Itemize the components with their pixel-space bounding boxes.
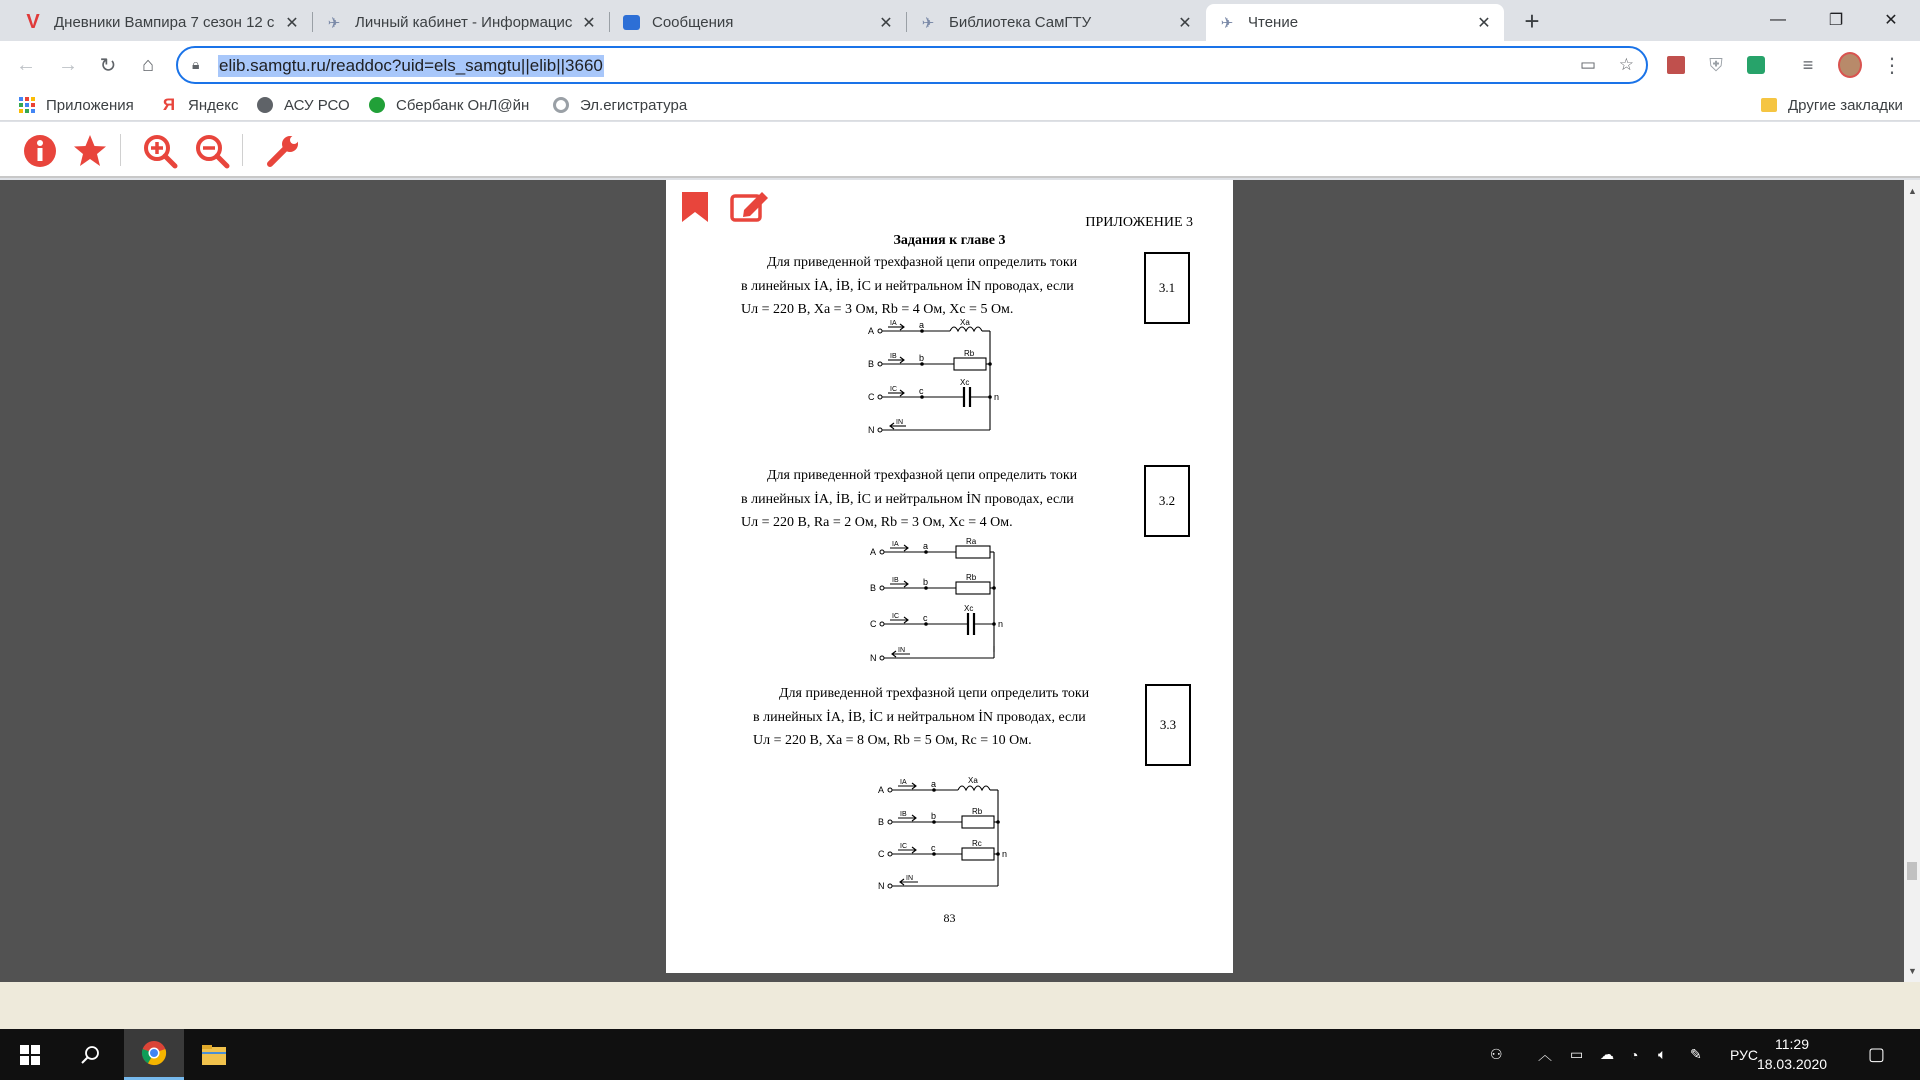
new-tab-button[interactable]: + (1524, 6, 1540, 36)
people-icon[interactable]: ⚇ (1490, 1046, 1503, 1062)
chat-icon (622, 14, 640, 32)
avatar[interactable] (1838, 53, 1862, 77)
task-line: Для приведенной трехфазной цепи определить токи (779, 686, 1090, 701)
chrome-icon (141, 1040, 167, 1066)
node-label: n (1002, 849, 1008, 859)
bookmark-other[interactable] (1760, 95, 1903, 115)
tab-title: Личный кабинет - Информацис (355, 14, 573, 31)
neutral-line-3-2 (870, 646, 1030, 670)
node-label: N (868, 425, 875, 435)
toolbar-separator (242, 134, 243, 166)
scroll-thumb[interactable] (1907, 862, 1917, 880)
info-icon (23, 134, 57, 168)
node-label: C (870, 619, 877, 629)
scroll-up-icon[interactable]: ▲ (1908, 186, 1917, 196)
impedance-label: Xa (968, 776, 978, 785)
media-control-icon[interactable]: ≡ (1802, 54, 1814, 75)
tab-strip (0, 0, 1920, 41)
taskbar-chrome[interactable] (124, 1029, 184, 1080)
task-line: в линейных İA, İB, İC и нейтральном İN проводах, если (741, 278, 1074, 294)
show-hidden-icons-button[interactable]: ︿ (1538, 1046, 1552, 1063)
settings-button[interactable] (264, 132, 302, 170)
current-label: IA (890, 320, 897, 327)
star-icon (72, 134, 108, 168)
impedance-label: Rb (966, 573, 977, 582)
node-label: n (994, 392, 1000, 402)
current-label: IB (892, 577, 899, 584)
circuit-diagram-3-1 (868, 320, 1028, 420)
current-label: IC (892, 613, 899, 620)
circuit-diagram-3-2 (870, 537, 1030, 652)
task-3-1-text (741, 251, 1141, 322)
appendix-heading: ПРИЛОЖЕНИЕ 3 (1085, 215, 1193, 230)
node-label: b (923, 577, 929, 587)
current-label: IB (890, 353, 897, 360)
node-label: a (923, 541, 929, 551)
node-label: b (919, 353, 925, 363)
forward-button[interactable]: → (58, 53, 78, 76)
close-icon[interactable]: ✕ (1178, 14, 1192, 32)
task-line: Uл = 220 В, Xa = 3 Ом, Rb = 4 Ом, Xc = 5 Ом. (741, 302, 1014, 317)
zoom-in-icon (142, 133, 178, 169)
task-line: Для приведенной трехфазной цепи определить токи (767, 255, 1078, 270)
node-label: C (878, 849, 885, 859)
toolbar-separator (120, 134, 121, 166)
close-icon[interactable]: ✕ (285, 14, 299, 32)
impedance-label: Xc (964, 604, 974, 613)
close-icon[interactable]: ✕ (879, 14, 893, 32)
task-number-box: 3.1 (1144, 252, 1190, 324)
bookmark-label: Эл.егистратура (580, 96, 688, 114)
task-line: Для приведенной трехфазной цепи определить токи (767, 468, 1078, 483)
tab-vampire-diaries[interactable] (12, 4, 312, 41)
task-line: в линейных İA, İB, İC и нейтральном İN проводах, если (741, 491, 1074, 507)
page-number: 83 (943, 911, 956, 925)
pdf-extension-icon[interactable] (1664, 53, 1688, 77)
task-3-2-text (741, 464, 1141, 535)
translate-extension-icon[interactable] (1744, 53, 1768, 77)
back-button[interactable]: ← (16, 53, 36, 76)
url-text[interactable]: elib.samgtu.ru/readdoc?uid=els_samgtu||elib||3660 (219, 56, 603, 75)
yandex-icon: Я (162, 95, 176, 114)
bookmark-label: Сбербанк ОнЛ@йн (396, 96, 530, 114)
current-label: IN (896, 419, 903, 426)
star-bookmark-icon[interactable]: ☆ (1618, 55, 1634, 74)
start-button[interactable] (0, 1029, 60, 1080)
wrench-icon (265, 133, 301, 169)
node-label: c (931, 843, 936, 853)
favorite-button[interactable] (71, 132, 109, 170)
impedance-label: Xa (960, 318, 970, 327)
folder-icon (1760, 96, 1778, 114)
zoom-in-button[interactable] (141, 132, 179, 170)
info-button[interactable] (21, 132, 59, 170)
node-label: a (919, 320, 925, 330)
cast-icon[interactable]: ▭ (1579, 55, 1596, 74)
address-bar[interactable] (176, 46, 1648, 84)
impedance-label: Ra (966, 537, 977, 546)
close-icon[interactable]: ✕ (582, 14, 596, 32)
page-footer-area (0, 982, 1920, 1029)
clock-time: 11:29 (1775, 1036, 1809, 1052)
node-label: A (870, 547, 877, 557)
bookmark-icon[interactable] (680, 190, 710, 224)
registry-icon (552, 96, 570, 114)
home-button[interactable]: ⌂ (141, 53, 155, 76)
node-label: B (870, 583, 877, 593)
circuit-diagram-3-3 (878, 774, 1038, 894)
apps-grid-icon (18, 96, 36, 114)
current-label: IN (906, 875, 913, 882)
impedance-label: Rb (972, 807, 983, 816)
zoom-out-button[interactable] (193, 132, 231, 170)
globe-icon (256, 96, 274, 114)
node-label: B (868, 359, 875, 369)
zoom-out-icon (194, 133, 230, 169)
bookmark-asu-rso[interactable] (256, 95, 350, 115)
pen-workspace-icon[interactable]: ✎ (1690, 1046, 1702, 1062)
task-line: Uл = 220 В, Xa = 8 Ом, Rb = 5 Ом, Rc = 10 Ом. (753, 733, 1032, 748)
node-label: c (919, 386, 924, 396)
menu-dots-icon[interactable]: ⋮ (1882, 54, 1902, 77)
current-label: IB (900, 811, 907, 818)
windows-taskbar (0, 1029, 1920, 1080)
clock-date: 18.03.2020 (1756, 1056, 1828, 1072)
impedance-label: Xc (960, 378, 970, 387)
impedance-label: Rc (972, 839, 982, 848)
reader-toolbar (0, 122, 1920, 178)
wifi-icon[interactable]: ◔ (1630, 1046, 1639, 1063)
task-number-box: 3.2 (1144, 465, 1190, 537)
bookmark-label: Приложения (46, 96, 134, 114)
bookmark-label: Другие закладки (1788, 96, 1903, 114)
impedance-label: Rb (964, 349, 975, 358)
bookmark-label: АСУ РСО (284, 96, 350, 114)
tab-reading[interactable] (1206, 4, 1504, 41)
reload-button[interactable]: ↻ (99, 54, 117, 77)
bookmark-yandex[interactable] (160, 95, 238, 115)
volume-icon[interactable]: 🔈︎ (1658, 1046, 1667, 1062)
tab-title: Чтение (1248, 14, 1299, 31)
node-label: c (923, 613, 928, 623)
tab-title: Библиотека СамГТУ (949, 14, 1092, 31)
document-viewer[interactable] (0, 180, 1904, 982)
system-clock[interactable] (1752, 1034, 1832, 1074)
node-label: C (868, 392, 875, 402)
bookmark-registry[interactable] (552, 95, 687, 115)
taskbar-file-explorer[interactable] (184, 1029, 244, 1080)
vertical-scrollbar[interactable] (1904, 180, 1920, 982)
samgtu-logo-icon: ✈ (327, 14, 341, 32)
shield-extension-icon[interactable]: ⛨ (1709, 54, 1723, 75)
task-3-3-text (753, 682, 1141, 753)
notifications-icon[interactable]: ▢ (1868, 1044, 1886, 1064)
task-line: Uл = 220 В, Ra = 2 Ом, Rb = 3 Ом, Xc = 4 Ом. (741, 515, 1013, 530)
bookmark-apps[interactable] (18, 95, 134, 115)
lock-icon: 🔒︎ (192, 56, 200, 72)
bookmark-label: Яндекс (188, 96, 239, 114)
document-page (666, 180, 1233, 973)
task-line: в линейных İA, İB, İC и нейтральном İN проводах, если (753, 709, 1086, 725)
windows-logo-icon (20, 1045, 40, 1065)
v-logo-icon: V (26, 11, 40, 33)
node-label: a (931, 779, 937, 789)
chapter-heading: Задания к главе 3 (893, 233, 1006, 248)
close-window-button[interactable]: ✕ (1884, 12, 1898, 29)
node-label: B (878, 817, 885, 827)
node-label: n (998, 619, 1004, 629)
battery-icon[interactable]: ▭ (1570, 1046, 1584, 1062)
bookmark-sberbank[interactable] (368, 95, 529, 115)
restore-button[interactable]: ❐ (1828, 12, 1844, 29)
sberbank-icon (368, 96, 386, 114)
tab-title: Сообщения (652, 14, 734, 31)
tab-personal-account[interactable] (313, 4, 609, 41)
search-button[interactable] (60, 1029, 120, 1080)
minimize-button[interactable]: — (1770, 11, 1786, 28)
neutral-line-3-1 (868, 420, 1028, 444)
current-label: IA (900, 779, 907, 786)
current-label: IN (898, 647, 905, 654)
tab-title: Дневники Вампира 7 сезон 12 с (54, 14, 275, 31)
cloud-sync-icon[interactable]: ☁ (1600, 1046, 1614, 1062)
bookmarks-bar (0, 89, 1920, 121)
task-number-box: 3.3 (1145, 684, 1191, 766)
node-label: b (931, 811, 937, 821)
current-label: IC (890, 386, 897, 393)
samgtu-logo-icon: ✈ (1220, 14, 1234, 32)
tab-messages[interactable] (610, 4, 906, 41)
node-label: A (868, 326, 875, 336)
current-label: IC (900, 843, 907, 850)
node-label: N (878, 881, 885, 891)
browser-toolbar (0, 41, 1920, 89)
samgtu-logo-icon: ✈ (921, 14, 935, 32)
search-icon (80, 1045, 100, 1065)
scroll-down-icon[interactable]: ▼ (1908, 966, 1917, 976)
current-label: IA (892, 541, 899, 548)
folder-icon (201, 1044, 227, 1066)
node-label: A (878, 785, 885, 795)
edit-note-icon[interactable] (730, 190, 770, 224)
language-label: РУС (1730, 1046, 1759, 1063)
close-icon[interactable]: ✕ (1477, 14, 1491, 32)
node-label: N (870, 653, 877, 663)
tab-library[interactable] (907, 4, 1205, 41)
